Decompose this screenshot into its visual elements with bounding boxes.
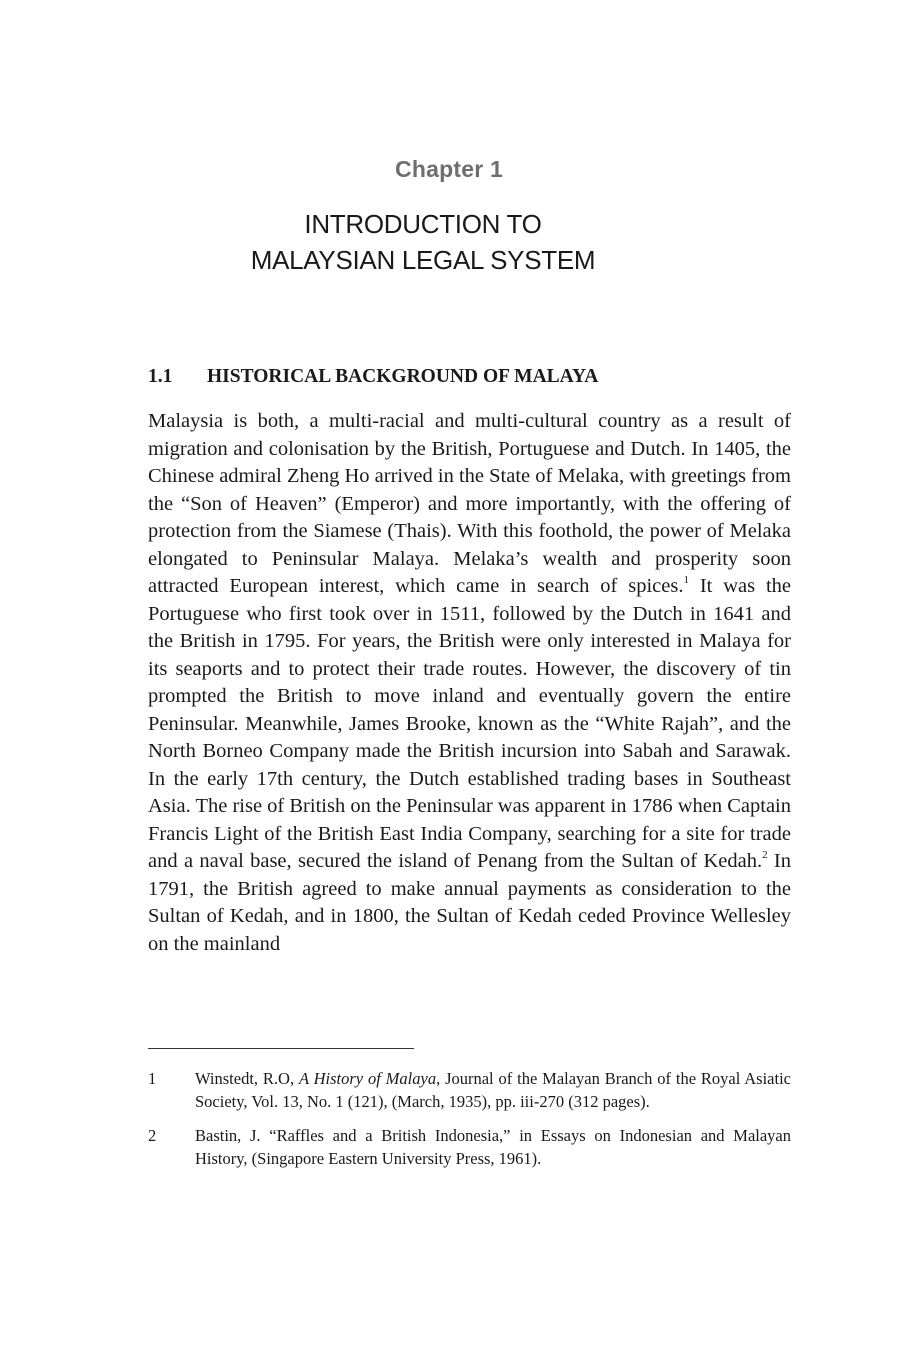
body-text-part-3: In 1791, the British agreed to make annual payments as consideration to the Sultan of Kedah, and in 1800, the Sultan of Kedah ceded Province Wellesley on the mainland bbox=[148, 850, 792, 955]
footnote-ref-1[interactable]: 1 bbox=[683, 574, 689, 587]
footnote-divider bbox=[148, 1048, 414, 1049]
section-title: HISTORICAL BACKGROUND OF MALAYA bbox=[207, 366, 599, 387]
footnote-text: Bastin, J. “Raffles and a British Indonesia,” in Essays on Indonesian and Malayan History, (Singapore Eastern University Press, 1961). bbox=[195, 1126, 791, 1168]
chapter-label: Chapter 1 bbox=[395, 156, 503, 182]
footnote-book-title: A History of Malaya bbox=[298, 1069, 437, 1088]
body-text bbox=[148, 408, 791, 958]
body-text-part-2: It was the Portuguese who first took over in 1511, followed by the Dutch in 1641 and the British in 1795. For years, the British were only interested in Malaya for its seaports and to protect their trade routes. However, the discovery of tin prompted the British to move inland and eventually govern the entire Peninsular. Meanwhile, James Brooke, known as the “White Rajah”, and the North Borneo Company made the British incursion into Sabah and Sarawak. In the early 17th century, the Dutch established trading bases in Southeast Asia. The rise of British on the Peninsular was apparent in 1786 when Captain Francis Light of the British East India Company, searching for a site for trade and a naval base, secured the island of Penang from the Sultan of Kedah. bbox=[148, 575, 792, 872]
footnote-text-pre: Winstedt, R.O, bbox=[195, 1069, 299, 1088]
footnote-item bbox=[148, 1068, 791, 1113]
chapter-title-line-2: MALAYSIAN LEGAL SYSTEM bbox=[250, 245, 596, 275]
chapter-title bbox=[0, 206, 846, 278]
footnotes bbox=[148, 1068, 791, 1182]
footnote-item bbox=[148, 1125, 791, 1170]
section-heading bbox=[148, 366, 598, 388]
footnote-text-post: , Journal of the Malayan Branch of the Royal Asiatic Society, Vol. 13, No. 1 (121), (March, 1935), pp. iii-270 (312 pages). bbox=[195, 1069, 791, 1111]
footnote-number: 2 bbox=[148, 1126, 157, 1145]
footnote-number: 1 bbox=[148, 1069, 157, 1088]
section-number: 1.1 bbox=[148, 366, 173, 387]
body-paragraph bbox=[148, 408, 791, 958]
footnote-text bbox=[195, 1068, 791, 1113]
chapter-title-line-1: INTRODUCTION TO bbox=[304, 209, 542, 239]
footnote-ref-2[interactable]: 2 bbox=[762, 849, 768, 862]
body-text-part-1: Malaysia is both, a multi-racial and multi-cultural country as a result of migration and colonisation by the British, Portuguese and Dutch. In 1405, the Chinese admiral Zheng Ho arrived in the State of Melaka, with greetings from the “Son of Heaven” (Emperor) and more importantly, with the offering of protection from the Siamese (Thais). With this foothold, the power of Melaka elongated to Peninsular Malaya. Melaka’s wealth and prosperity soon attracted European interest, which came in search of spices. bbox=[148, 410, 791, 597]
